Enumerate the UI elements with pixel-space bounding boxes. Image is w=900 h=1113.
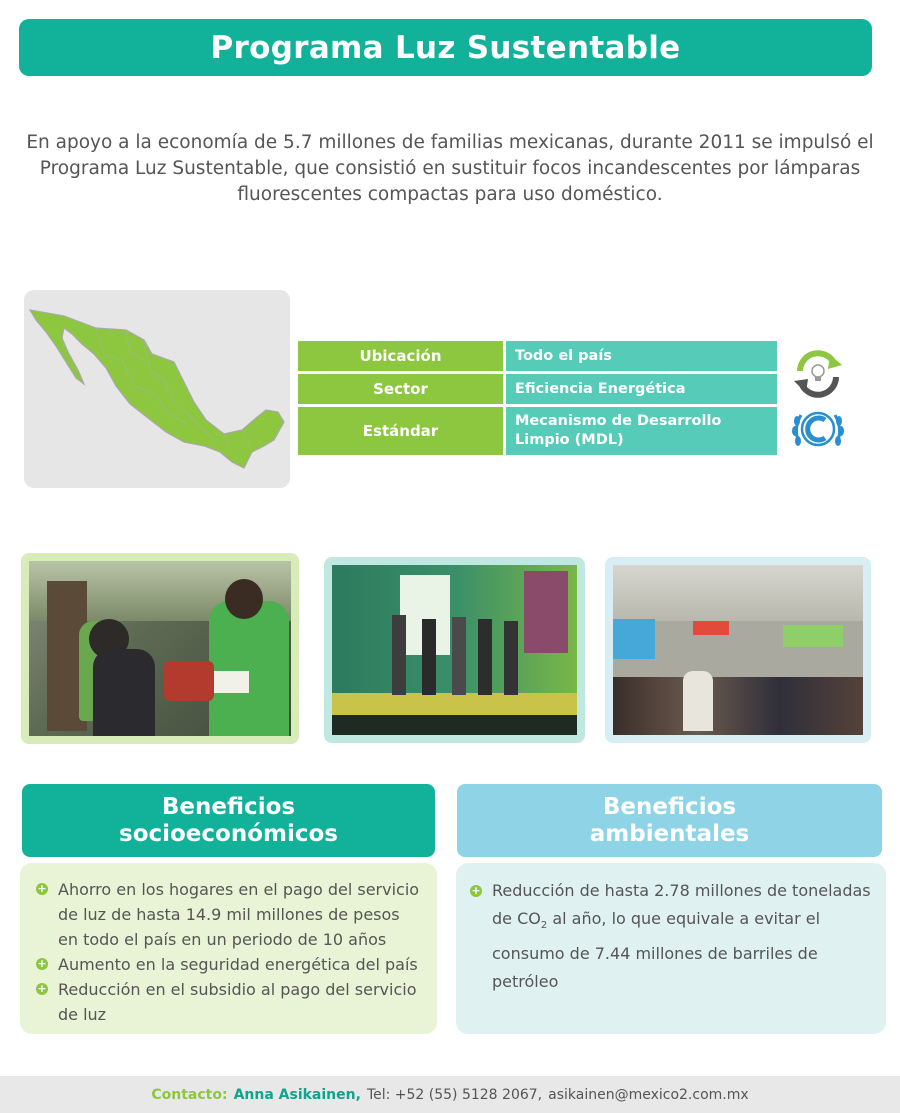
info-value: Eficiencia Energética (506, 374, 777, 404)
info-row-estandar (298, 407, 777, 455)
mexico-map-panel (24, 290, 290, 488)
contact-footer (0, 1076, 900, 1113)
info-label: Estándar (298, 407, 503, 455)
mexico-map (24, 290, 290, 488)
list-item: + Reducción de hasta 2.78 millones de toneladas de $CO_2$ al año, lo que equivale a evitar el consumo de 7.44 millones de barriles de petróleo (471, 881, 871, 992)
benefits-env-title-line1: Beneficios (602, 793, 737, 820)
mexico-shape (30, 310, 284, 468)
info-value: Todo el país (506, 341, 777, 371)
benefits-socio-title-line1: Beneficios (161, 793, 296, 820)
plus-bullet-icon: + (37, 982, 47, 995)
benefits-env-body (456, 863, 886, 1034)
contact-email[interactable]: asikainen@mexico2.com.mx (548, 1086, 749, 1103)
recycle-bulb-icon (792, 347, 844, 399)
plus-bullet-icon: + (37, 882, 47, 895)
info-label: Ubicación (298, 341, 503, 371)
benefits-socio-title-line2: socioeconómicos (119, 820, 338, 847)
plus-bullet-icon: + (471, 884, 481, 897)
benefits-socio-header (22, 784, 435, 857)
info-row-sector (298, 374, 777, 404)
info-row-ubicacion (298, 341, 777, 371)
contact-name: Anna Asikainen, (233, 1086, 361, 1103)
info-label: Sector (298, 374, 503, 404)
benefits-env-list (470, 877, 872, 996)
un-climate-logo-icon (791, 403, 845, 453)
intro-paragraph: En apoyo a la economía de 5.7 millones de familias mexicanas, durante 2011 se impulsó el Programa Luz Sustentable, que consistió en sustituir focos incandescentes por lámparas fluorescentes compactas para uso doméstico. (26, 132, 874, 205)
benefits-env-header (457, 784, 882, 857)
benefits-socio-body (20, 863, 437, 1034)
info-value: Mecanismo de Desarrollo Limpio (MDL) (506, 407, 777, 455)
photo-distribution (21, 553, 299, 744)
benefits-env-title-line2: ambientales (589, 820, 750, 847)
contact-phone: Tel: +52 (55) 5128 2067, (366, 1086, 543, 1103)
plus-bullet-icon: + (37, 957, 47, 970)
photo-ceremony (324, 557, 585, 743)
list-item: + Ahorro en los hogares en el pago del servicio de luz de hasta 14.9 mil millones de pesos en todo el país en un periodo de 10 años (37, 880, 420, 949)
list-item: + Aumento en la seguridad energética del país (37, 955, 418, 974)
list-item: + Reducción en el subsidio al pago del servicio de luz (37, 980, 417, 1024)
page-title: Programa Luz Sustentable (19, 19, 872, 76)
photo-exchange-center (605, 557, 871, 743)
benefits-socio-list (36, 877, 423, 1027)
contact-label: Contacto: (151, 1086, 228, 1103)
